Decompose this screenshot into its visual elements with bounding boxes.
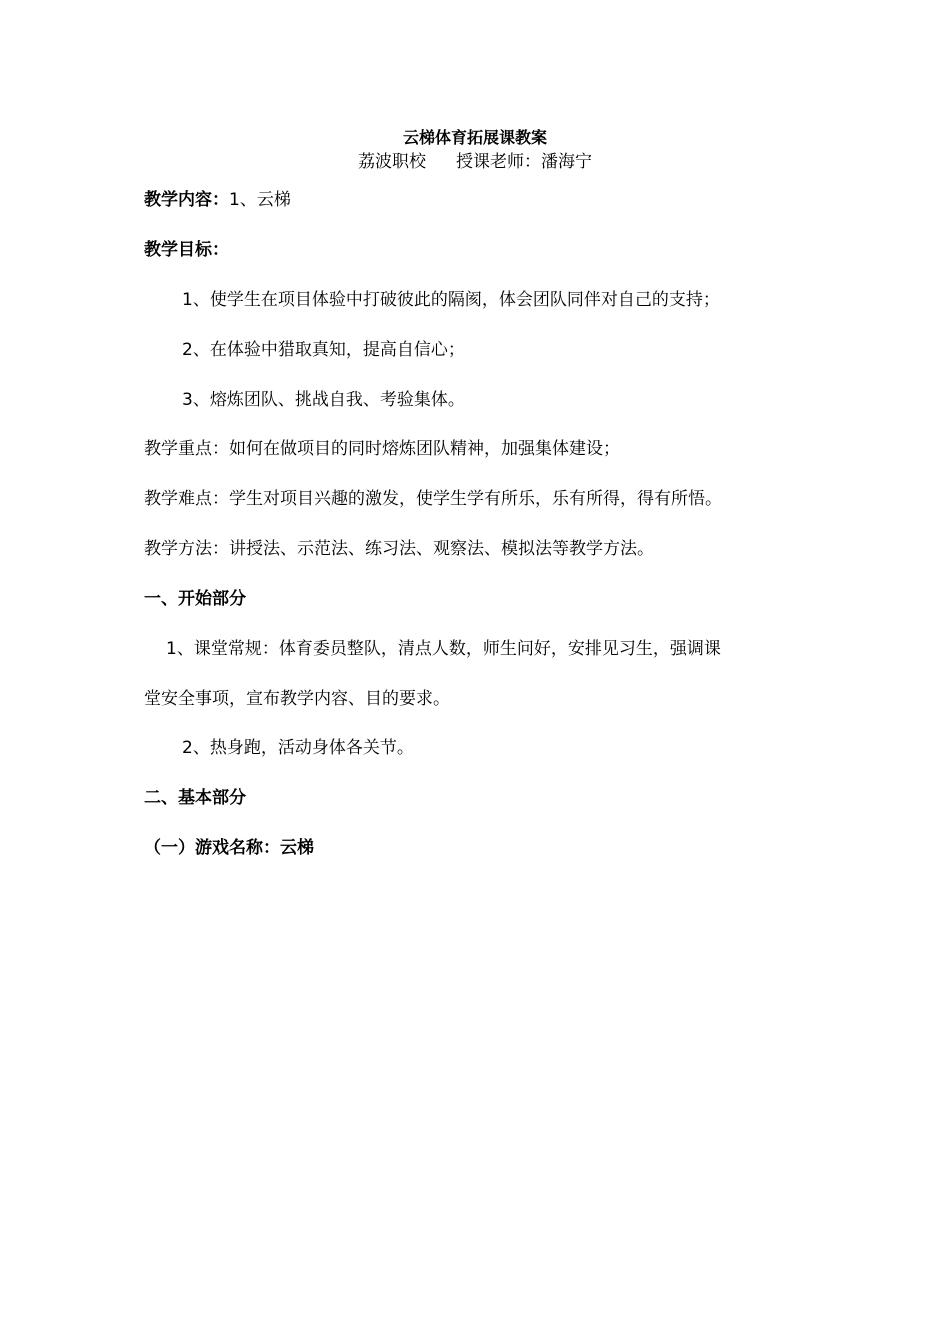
- teaching-objectives-label: 教学目标：: [144, 240, 229, 260]
- teaching-key-point: 教学重点：如何在做项目的同时熔炼团队精神，加强集体建设；: [144, 439, 620, 459]
- teaching-difficulty: 教学难点：学生对项目兴趣的激发，使学生学有所乐，乐有所得，得有所悟。: [144, 489, 722, 509]
- part2-heading: 二、基本部分: [144, 788, 246, 808]
- part1-heading: 一、开始部分: [144, 589, 246, 609]
- objective-item-2: 2、在体验中猎取真知，提高自信心；: [182, 340, 465, 360]
- teaching-method: 教学方法：讲授法、示范法、练习法、观察法、模拟法等教学方法。: [144, 539, 654, 559]
- part1-item1-line1: 1、课堂常规：体育委员整队，清点人数，师生问好，安排见习生，强调课: [166, 639, 721, 659]
- teacher-name: 授课老师：潘海宁: [456, 152, 592, 172]
- part2-sub-heading: （一）游戏名称：云梯: [144, 838, 314, 858]
- part1-item1-line2: 堂安全事项，宣布教学内容、目的要求。: [144, 689, 450, 709]
- school-name: 荔波职校: [358, 152, 426, 172]
- teaching-content-label: 教学内容：: [144, 190, 229, 210]
- teaching-content-value: 1、云梯: [229, 190, 291, 210]
- part1-item2: 2、热身跑，活动身体各关节。: [182, 738, 414, 758]
- document-title: 云梯体育拓展课教案: [402, 128, 547, 147]
- objective-item-3: 3、熔炼团队、挑战自我、考验集体。: [182, 390, 465, 410]
- document-subtitle: [0, 150, 950, 174]
- objective-item-1: 1、使学生在项目体验中打破彼此的隔阂，体会团队同伴对自己的支持；: [182, 290, 720, 310]
- teaching-content: [144, 188, 291, 212]
